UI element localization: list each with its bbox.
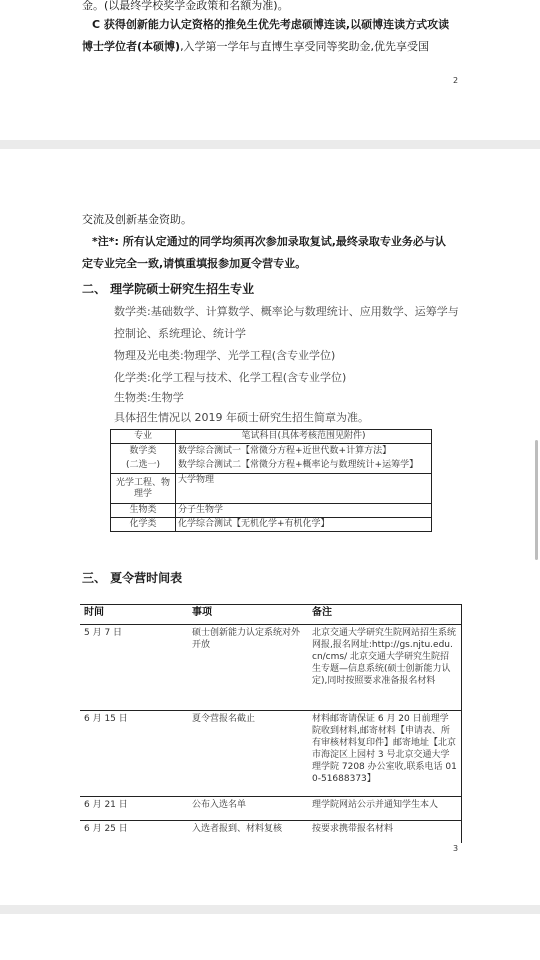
schedule-header-time: 时间 — [80, 605, 188, 625]
schedule-header-item: 事项 — [188, 605, 308, 625]
table-row — [111, 459, 432, 474]
schedule-cell-note: 北京交通大学研究生院网站招生系统网报,报名网址:http://gs.njtu.edu.cn/cms/ 北京交通大学研究生院招生专题—信息系统(硕士创新能力认定),同时按照要求准备报名材料 — [308, 625, 462, 711]
majors-cell-major: 化学类 — [111, 518, 176, 532]
schedule-header-note: 备注 — [308, 605, 462, 625]
majors-cell-major: 生物类 — [111, 504, 176, 518]
vertical-scrollbar[interactable] — [535, 440, 538, 560]
page2-c-line2-bold: 博士学位者(本硕博) — [82, 40, 181, 53]
page2-c-line2 — [82, 39, 429, 54]
math-line2: 控制论、系统理论、统计学 — [114, 327, 246, 340]
majors-cell-subject: 大学物理 — [176, 474, 432, 504]
schedule-cell-item: 夏令营报名截止 — [188, 711, 308, 797]
page3-cont-line: 交流及创新基金资助。 — [82, 213, 192, 226]
page-3 — [0, 149, 540, 905]
bio-line: 生物类:生物学 — [114, 391, 184, 404]
majors-cell-subject: 分子生物学 — [176, 504, 432, 518]
page3-note-line2: 定专业完全一致,请慎重填报参加夏令营专业。 — [82, 257, 307, 270]
majors-table — [110, 429, 432, 532]
table-row — [111, 444, 432, 459]
schedule-cell-time: 6 月 21 日 — [80, 797, 188, 821]
math-line1: 数学类:基础数学、计算数学、概率论与数理统计、应用数学、运筹学与 — [114, 305, 459, 318]
chem-line: 化学类:化学工程与技术、化学工程(含专业学位) — [114, 371, 347, 384]
page2-line1: 金。(以最终学校奖学金政策和名额为准)。 — [82, 0, 289, 12]
schedule-cell-time: 6 月 25 日 — [80, 821, 188, 843]
majors-cell-subject: 数学综合测试二【常微分方程+概率论与数理统计+运筹学】 — [176, 459, 432, 474]
section3-title: 三、 夏令营时间表 — [82, 571, 183, 585]
table-row — [80, 797, 462, 821]
table-row — [111, 518, 432, 532]
page-4-top — [0, 914, 540, 960]
majors-header-major: 专业 — [111, 430, 176, 444]
page-gap-2 — [0, 905, 540, 914]
schedule-cell-item: 入选者报到、材料复核 — [188, 821, 308, 843]
schedule-cell-time: 6 月 15 日 — [80, 711, 188, 797]
majors-header-subject: 笔试科目(具体考核范围见附件) — [176, 430, 432, 444]
majors-cell-subject: 数学综合测试一【常微分方程+近世代数+计算方法】 — [176, 444, 432, 459]
majors-cell-major: 光学工程、物理学 — [111, 474, 176, 504]
page-number-2: 2 — [453, 76, 459, 85]
detail-line: 具体招生情况以 2019 年硕士研究生招生简章为准。 — [114, 411, 369, 424]
physics-line: 物理及光电类:物理学、光学工程(含专业学位) — [114, 349, 336, 362]
table-row — [111, 504, 432, 518]
page3-note-line1: *注*: 所有认定通过的同学均须再次参加录取复试,最终录取专业务必与认 — [92, 235, 446, 248]
majors-cell-subject: 化学综合测试【无机化学+有机化学】 — [176, 518, 432, 532]
schedule-cell-item: 硕士创新能力认定系统对外开放 — [188, 625, 308, 711]
page-gap-1 — [0, 140, 540, 149]
schedule-table — [80, 604, 462, 843]
schedule-cell-item: 公布入选名单 — [188, 797, 308, 821]
majors-cell-major: 数学类 — [111, 444, 176, 459]
schedule-cell-note: 理学院网站公示并通知学生本人 — [308, 797, 462, 821]
majors-header-row — [111, 430, 432, 444]
majors-cell-major: (二选一) — [111, 459, 176, 474]
table-row — [80, 711, 462, 797]
table-row — [111, 474, 432, 504]
table-row — [80, 821, 462, 843]
page2-c-line1: C 获得创新能力认定资格的推免生优先考虑硕博连读,以硕博连读方式攻读 — [92, 18, 450, 31]
schedule-header-row — [80, 605, 462, 625]
page-number-3: 3 — [453, 844, 459, 853]
section2-title: 二、 理学院硕士研究生招生专业 — [82, 282, 255, 296]
page2-c-line2-rest: ,入学第一学年与直博生享受同等奖助金,优先享受国 — [180, 40, 430, 53]
schedule-cell-note: 按要求携带报名材料 — [308, 821, 462, 843]
schedule-cell-time: 5 月 7 日 — [80, 625, 188, 711]
table-row — [80, 625, 462, 711]
schedule-cell-note: 材料邮寄请保证 6 月 20 日前理学院收到材料,邮寄材料【申请表、所有审核材料复印件】邮寄地址【北京市海淀区上园村 3 号北京交通大学理学院 7208 办公室收,联系电话 010-51688373】 — [308, 711, 462, 797]
page-2 — [0, 0, 540, 140]
